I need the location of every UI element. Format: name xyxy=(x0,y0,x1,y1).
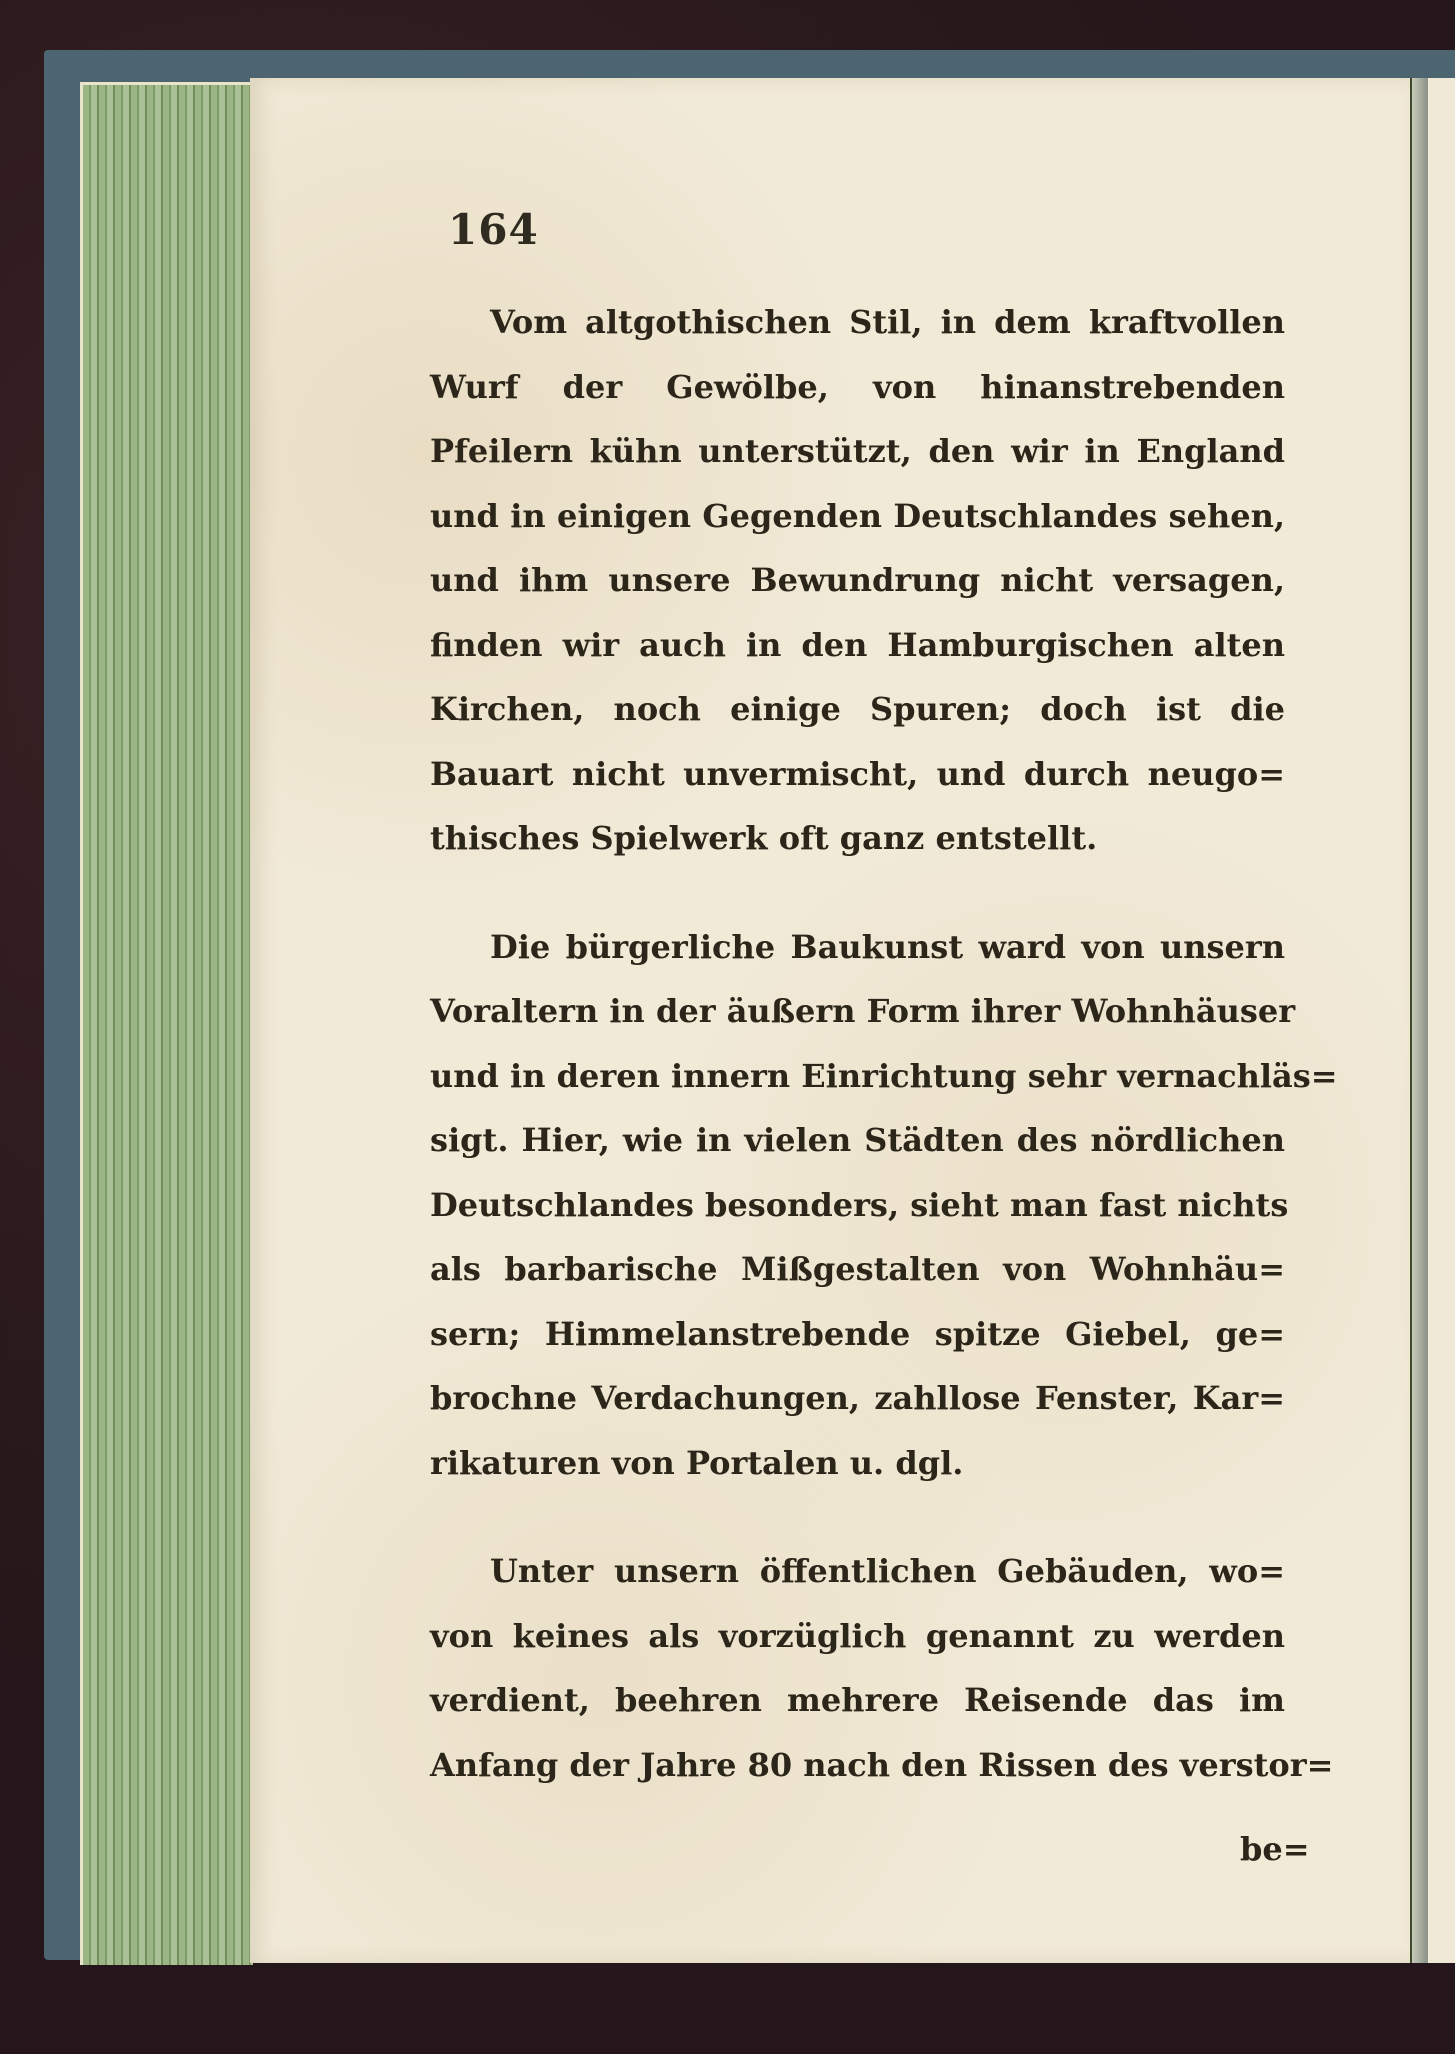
page-gutter xyxy=(1410,78,1428,1963)
text-line: Bauart nicht unvermischt, und durch neugo= xyxy=(430,754,1285,793)
paragraph-2 xyxy=(430,915,1338,1496)
text-line: und ihm unsere Bewundrung nicht versagen, xyxy=(430,561,1285,599)
text-line: finden wir auch in den Hamburgischen alten xyxy=(430,625,1285,664)
green-page-edges xyxy=(80,82,253,1965)
text-line: Die bürgerliche Baukunst ward von unsern xyxy=(490,927,1285,966)
text-line: Voraltern in der äußern Form ihrer Wohnhäuser xyxy=(430,992,1296,1030)
text-line: Vom altgothischen Stil, in dem kraftvollen xyxy=(490,303,1285,341)
paragraph-3 xyxy=(430,1539,1334,1797)
text-line: und in deren innern Einrichtung sehr vernachläs= xyxy=(430,1056,1338,1095)
text-line: rikaturen von Portalen u. dgl. xyxy=(430,1443,964,1482)
text-line: Kirchen, noch einige Spuren; doch ist die xyxy=(430,690,1285,728)
paragraph-1 xyxy=(430,290,1285,871)
text-line: Pfeilern kühn unterstützt, den wir in England xyxy=(430,432,1285,470)
text-line: von keines als vorzüglich genannt zu werden xyxy=(430,1616,1285,1655)
text-line: brochne Verdachungen, zahllose Fenster, Kar= xyxy=(430,1379,1285,1417)
text-line: Wurf der Gewölbe, von hinanstrebenden xyxy=(430,367,1285,406)
page-number: 164 xyxy=(448,205,539,254)
text-line: Deutschlandes besonders, sieht man fast nichts xyxy=(430,1185,1289,1224)
text-line: als barbarische Mißgestalten von Wohnhäu= xyxy=(430,1250,1285,1288)
text-line: verdient, beehren mehrere Reisende das im xyxy=(430,1681,1285,1719)
text-line: Unter unsern öffentlichen Gebäuden, wo= xyxy=(490,1552,1285,1590)
catchword: be= xyxy=(1240,1830,1310,1868)
text-line: sern; Himmelanstrebende spitze Giebel, ge= xyxy=(430,1314,1285,1353)
text-line: sigt. Hier, wie in vielen Städten des nördlichen xyxy=(430,1121,1285,1159)
facing-page-edge xyxy=(1428,78,1455,1963)
page-text xyxy=(430,290,1338,1841)
text-line: thisches Spielwerk oft ganz entstellt. xyxy=(430,819,1098,857)
text-line: Anfang der Jahre 80 nach den Rissen des verstor= xyxy=(430,1745,1334,1784)
text-line: und in einigen Gegenden Deutschlandes sehen, xyxy=(430,496,1285,535)
